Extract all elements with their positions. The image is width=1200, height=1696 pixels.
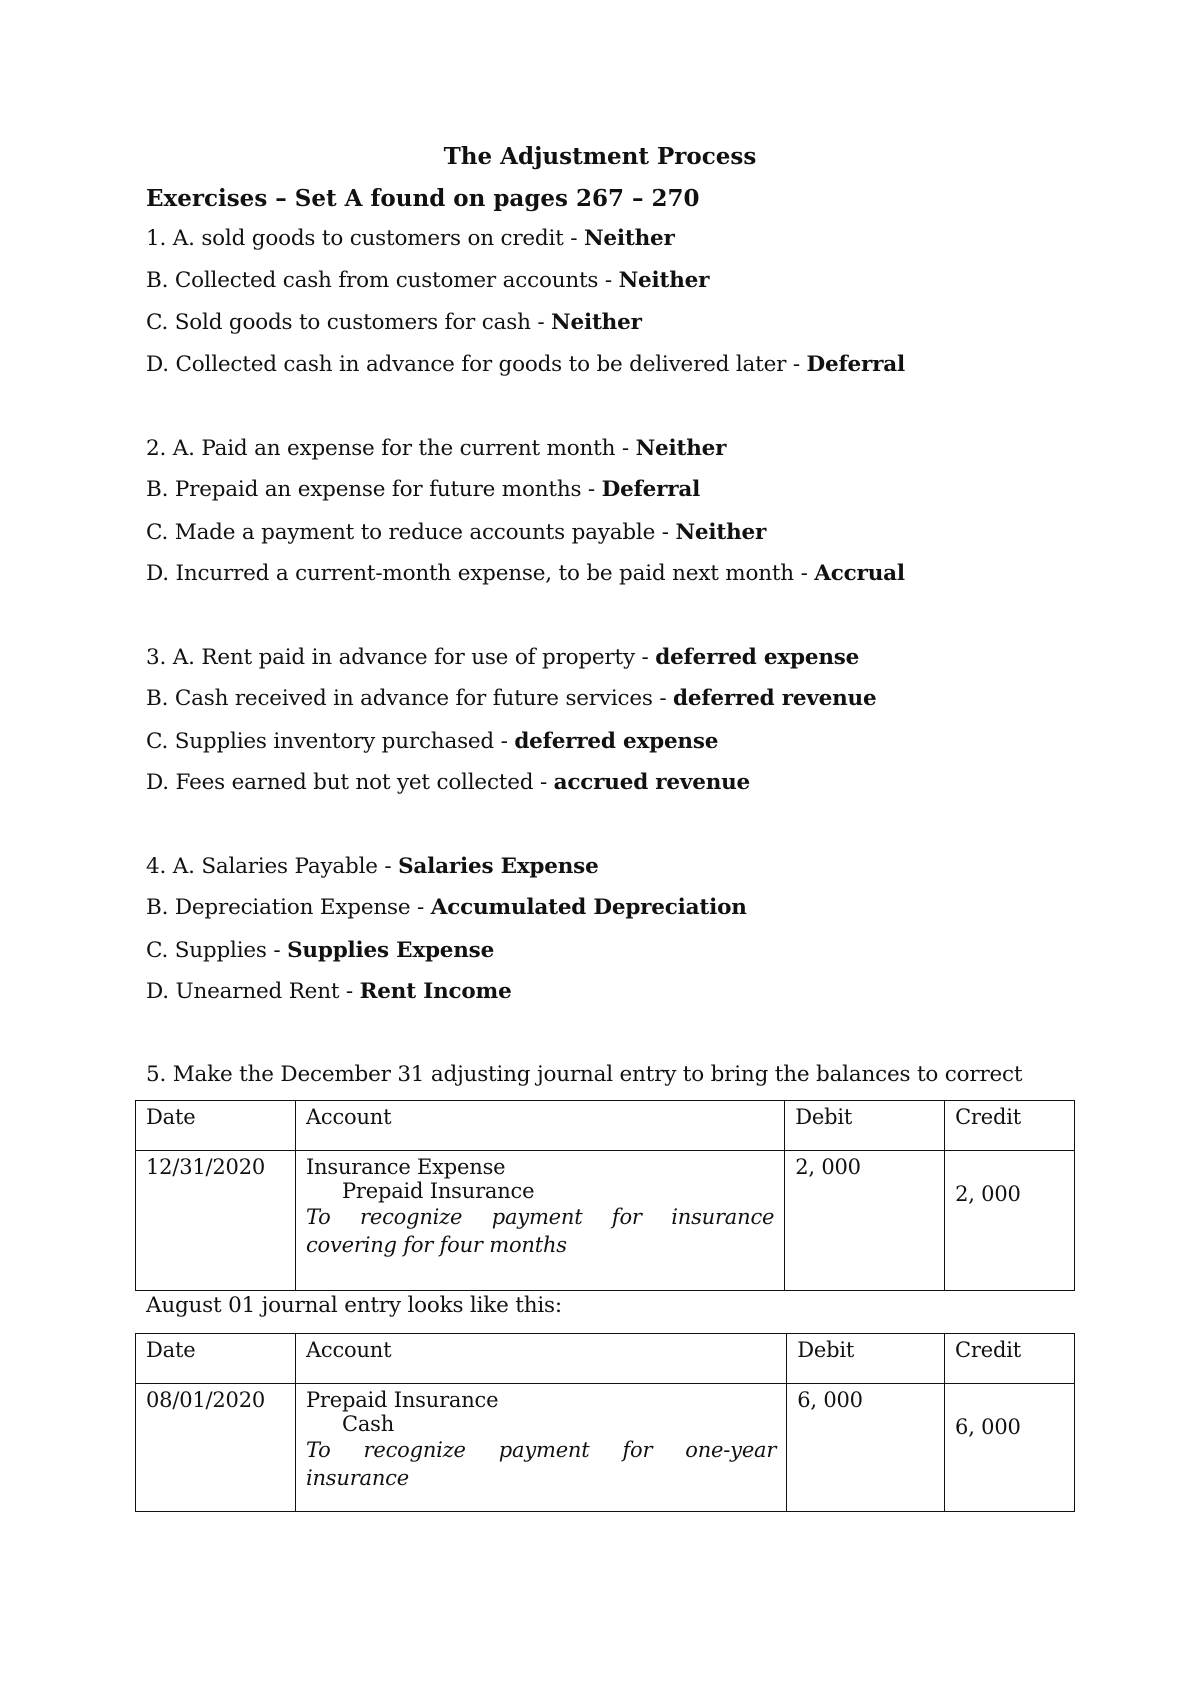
question-4-item-b: B. Depreciation Expense - Accumulated Depreciation [146,895,747,920]
question-1-item-a: 1. A. sold goods to customers on credit - Neither [146,226,675,251]
question-2-item-b: B. Prepaid an expense for future months - Deferral [146,477,701,502]
entry-account-cell [295,1151,784,1291]
debit-account: Insurance Expense [305,1155,506,1179]
header-date: Date [136,1101,296,1151]
journal-table-december [135,1100,1075,1291]
entry-account-cell [295,1384,786,1512]
question-2-item-d: D. Incurred a current-month expense, to be paid next month - Accrual [146,561,905,586]
header-date: Date [136,1334,296,1384]
header-debit: Debit [787,1334,945,1384]
header-account: Account [295,1334,786,1384]
header-credit: Credit [945,1101,1075,1151]
entry-date: 12/31/2020 [136,1151,296,1291]
question-1-item-d: D. Collected cash in advance for goods to be delivered later - Deferral [146,352,905,377]
entry-credit: 6, 000 [955,1415,1021,1439]
entry-credit-cell [945,1384,1075,1512]
credit-account: Cash [341,1412,395,1436]
question-3-item-a: 3. A. Rent paid in advance for use of property - deferred expense [146,645,860,670]
entry-credit: 2, 000 [955,1182,1021,1206]
entry-description: To recognize payment for one-year insurance [305,1438,777,1490]
entry-credit-cell [945,1151,1075,1291]
august-entry-intro: August 01 journal entry looks like this: [146,1293,562,1318]
entry-debit: 6, 000 [787,1384,945,1512]
page-title: The Adjustment Process [443,143,757,170]
question-4-item-c: C. Supplies - Supplies Expense [146,938,495,963]
question-3-item-c: C. Supplies inventory purchased - deferred expense [146,729,719,754]
question-4-item-a: 4. A. Salaries Payable - Salaries Expense [146,854,599,879]
question-5-intro: 5. Make the December 31 adjusting journal entry to bring the balances to correct [146,1062,1023,1087]
header-debit: Debit [785,1101,945,1151]
journal-table-august [135,1333,1075,1512]
table-header-row [136,1101,1075,1151]
question-3-item-d: D. Fees earned but not yet collected - accrued revenue [146,770,751,795]
question-4-item-d: D. Unearned Rent - Rent Income [146,979,512,1004]
question-1-item-c: C. Sold goods to customers for cash - Neither [146,310,642,335]
header-credit: Credit [945,1334,1075,1384]
table-row [136,1384,1075,1512]
entry-date: 08/01/2020 [136,1384,296,1512]
entry-description: To recognize payment for insurance covering for four months [305,1205,775,1257]
question-1-item-b: B. Collected cash from customer accounts - Neither [146,268,710,293]
question-2-item-c: C. Made a payment to reduce accounts payable - Neither [146,520,767,545]
debit-account: Prepaid Insurance [305,1388,499,1412]
header-account: Account [295,1101,784,1151]
entry-debit: 2, 000 [785,1151,945,1291]
page-subtitle: Exercises – Set A found on pages 267 – 270 [146,185,700,212]
credit-account: Prepaid Insurance [341,1179,535,1203]
table-row [136,1151,1075,1291]
question-3-item-b: B. Cash received in advance for future services - deferred revenue [146,686,877,711]
question-2-item-a: 2. A. Paid an expense for the current month - Neither [146,436,727,461]
table-header-row [136,1334,1075,1384]
